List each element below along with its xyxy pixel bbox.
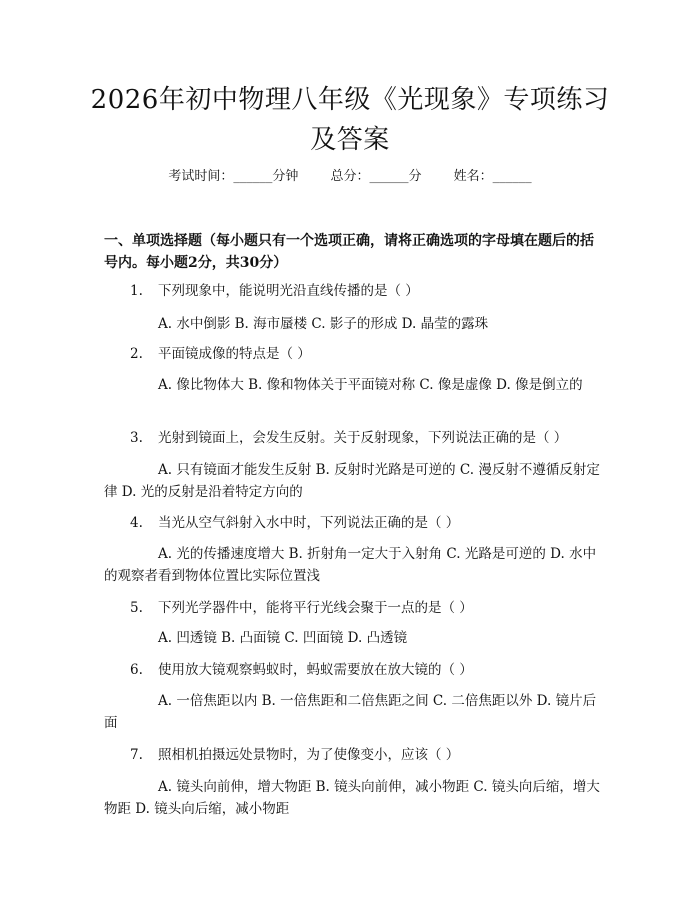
question-number: 5. — [130, 600, 143, 616]
question-options: A. 镜头向前伸，增大物距 B. 镜头向前伸，减小物距 C. 镜头向后缩，增大物距 D. 镜头向后缩，减小物距 — [104, 779, 600, 817]
question-stem — [130, 344, 610, 364]
question-text: 下列现象中，能说明光沿直线传播的是（ ） — [158, 283, 419, 299]
document-title-line-1: 2026年初中物理八年级《光现象》专项练习 — [90, 85, 610, 115]
exam-time: 考试时间：______分钟 — [168, 169, 299, 184]
question-text: 下列光学器件中，能将平行光线会聚于一点的是（ ） — [158, 600, 473, 616]
question-text: 平面镜成像的特点是（ ） — [158, 346, 311, 362]
question-number: 1. — [130, 283, 143, 299]
question-stem — [130, 598, 610, 618]
exam-score: 总分：______分 — [330, 169, 422, 184]
exam-meta — [0, 167, 700, 187]
document-title-line-2: 及答案 — [310, 125, 390, 155]
question-options: A. 光的传播速度增大 B. 折射角一定大于入射角 C. 光路是可逆的 D. 水中的观察者看到物体位置比实际位置浅 — [104, 546, 597, 584]
question-options: A. 只有镜面才能发生反射 B. 反射时光路是可逆的 C. 漫反射不遵循反射定律 D. 光的反射是沿着特定方向的 — [104, 462, 600, 500]
question-number: 2. — [130, 346, 143, 362]
exam-name: 姓名：______ — [453, 169, 532, 184]
question-text: 光射到镜面上，会发生反射。关于反射现象，下列说法正确的是（ ） — [158, 430, 568, 446]
question-text: 使用放大镜观察蚂蚁时，蚂蚁需要放在放大镜的（ ） — [158, 662, 473, 678]
question-number: 7. — [130, 747, 143, 763]
question-stem — [130, 513, 610, 533]
question-text: 当光从空气斜射入水中时，下列说法正确的是（ ） — [158, 515, 460, 531]
question-number: 4. — [130, 515, 143, 531]
question-stem — [130, 281, 610, 301]
question-stem — [130, 745, 610, 765]
question-stem — [130, 428, 610, 448]
question-stem — [130, 660, 610, 680]
question-options: A. 像比物体大 B. 像和物体关于平面镜对称 C. 像是虚像 D. 像是倒立的 — [158, 377, 583, 393]
question-number: 3. — [130, 430, 143, 446]
question-options: A. 水中倒影 B. 海市蜃楼 C. 影子的形成 D. 晶莹的露珠 — [158, 316, 489, 332]
question-options: A. 一倍焦距以内 B. 一倍焦距和二倍焦距之间 C. 二倍焦距以外 D. 镜片后面 — [104, 693, 597, 731]
section-heading: 一、单项选择题（每小题只有一个选项正确，请将正确选项的字母填在题后的括号内。每小题2分，共30分） — [104, 233, 594, 271]
question-text: 照相机拍摄远处景物时，为了使像变小，应该（ ） — [158, 747, 460, 763]
question-number: 6. — [130, 662, 143, 678]
question-options: A. 凹透镜 B. 凸面镜 C. 凹面镜 D. 凸透镜 — [158, 630, 408, 646]
